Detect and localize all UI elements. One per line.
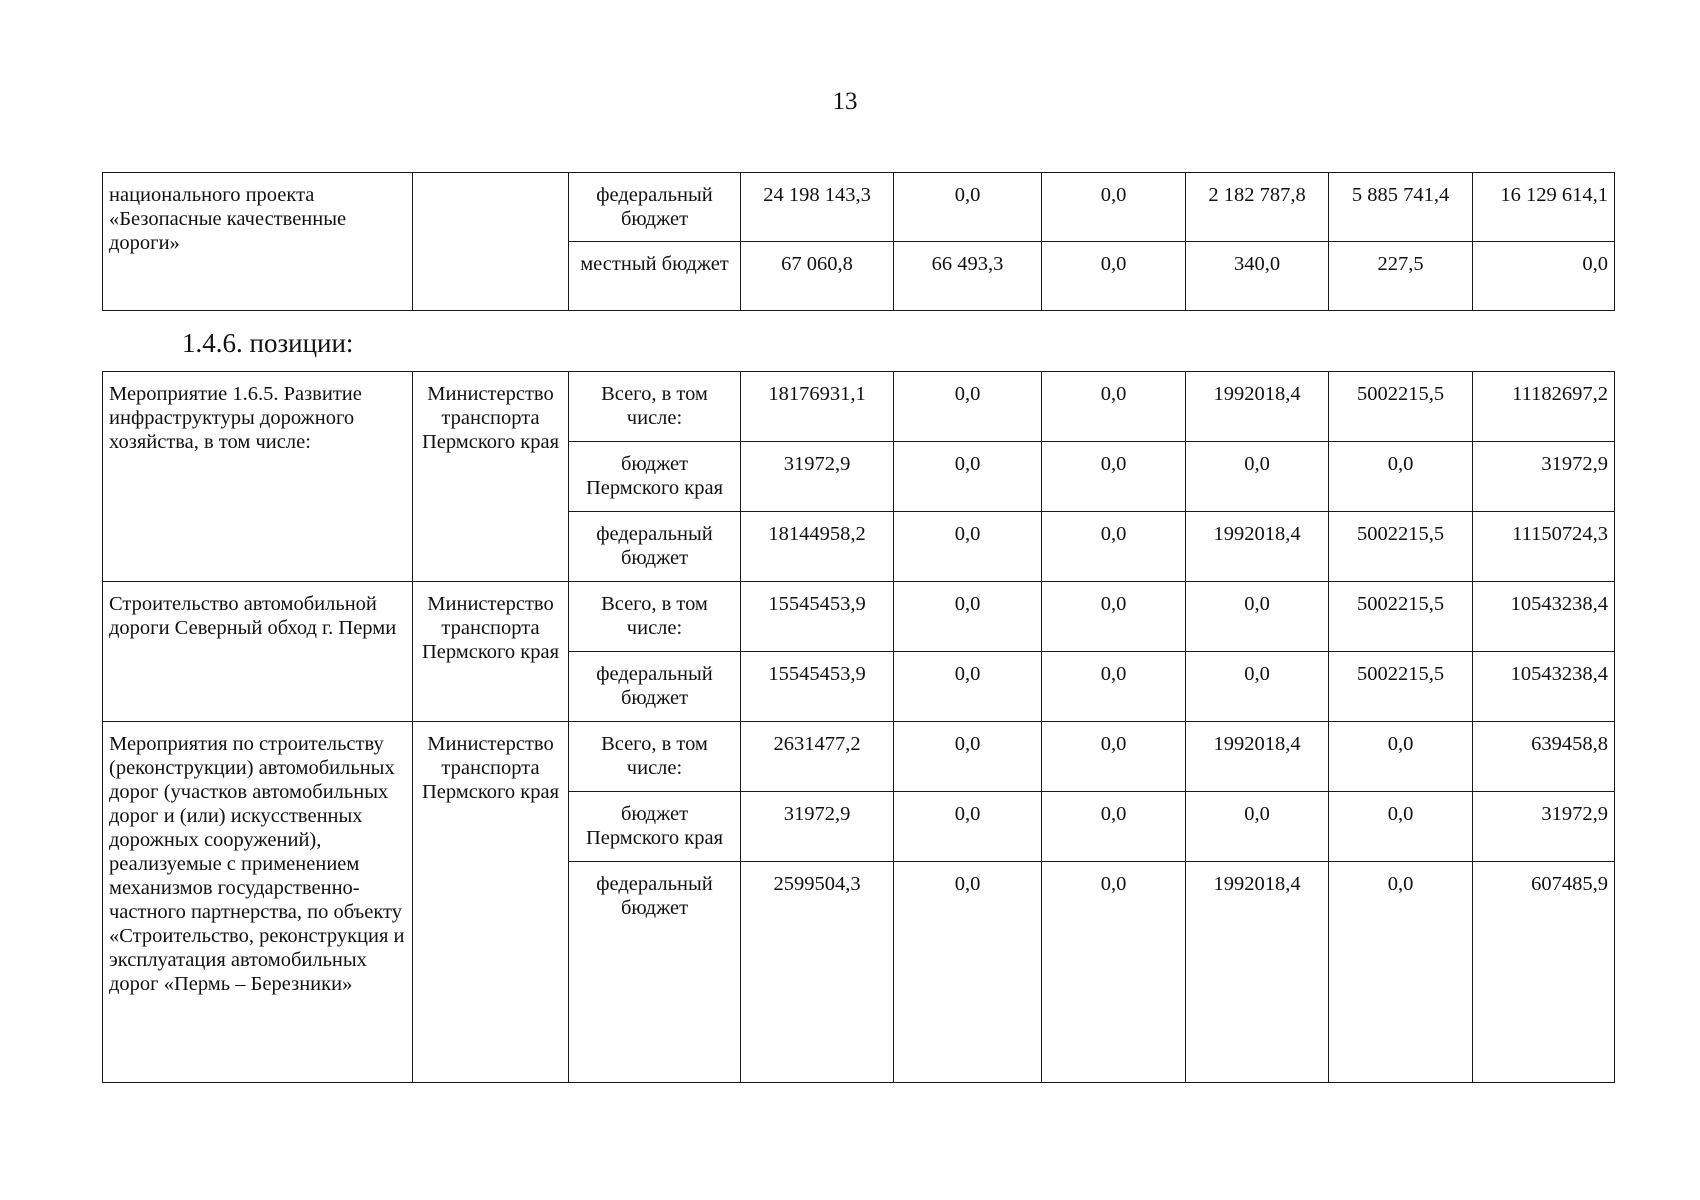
- executor-name: Министерство транспорта Пермского края: [413, 582, 569, 722]
- executor-name: Министерство транспорта Пермского края: [413, 372, 569, 582]
- amount-cell: 31972,9: [741, 792, 894, 862]
- amount-cell: 11150724,3: [1473, 512, 1615, 582]
- amount-cell: 2599504,3: [741, 862, 894, 1083]
- amount-cell: 15545453,9: [741, 582, 894, 652]
- funding-source: федеральный бюджет: [569, 512, 741, 582]
- amount-cell: 11182697,2: [1473, 372, 1615, 442]
- table-row: [103, 582, 1615, 652]
- amount-cell: 1992018,4: [1186, 722, 1329, 792]
- measure-name: национального проекта «Безопасные качественные дороги»: [103, 173, 413, 311]
- amount-cell: 340,0: [1186, 242, 1329, 311]
- executor-name: Министерство транспорта Пермского края: [413, 722, 569, 1083]
- amount-cell: 1992018,4: [1186, 512, 1329, 582]
- amount-cell: 5002215,5: [1329, 582, 1473, 652]
- amount-cell: 2 182 787,8: [1186, 173, 1329, 242]
- amount-cell: 16 129 614,1: [1473, 173, 1615, 242]
- amount-cell: 10543238,4: [1473, 652, 1615, 722]
- amount-cell: 0,0: [894, 792, 1042, 862]
- amount-cell: 0,0: [1329, 722, 1473, 792]
- amount-cell: 1992018,4: [1186, 862, 1329, 1083]
- amount-cell: 0,0: [894, 442, 1042, 512]
- amount-cell: 227,5: [1329, 242, 1473, 311]
- funding-source: местный бюджет: [569, 242, 741, 311]
- amount-cell: 0,0: [1042, 372, 1186, 442]
- amount-cell: 5 885 741,4: [1329, 173, 1473, 242]
- amount-cell: 24 198 143,3: [741, 173, 894, 242]
- amount-cell: 0,0: [894, 722, 1042, 792]
- amount-cell: 0,0: [1186, 582, 1329, 652]
- amount-cell: 0,0: [1473, 242, 1615, 311]
- funding-source: федеральный бюджет: [569, 173, 741, 242]
- funding-source: Всего, в том числе:: [569, 722, 741, 792]
- amount-cell: 0,0: [894, 862, 1042, 1083]
- table-row: [103, 372, 1615, 442]
- table-row: [103, 173, 1615, 242]
- page-number: 13: [832, 88, 858, 115]
- amount-cell: 0,0: [1042, 652, 1186, 722]
- measure-name: Мероприятия по строительству (реконструкции) автомобильных дорог (участков автомобильных дорог и (или) искусственных дорожных сооружений), реализуемые с применением механизмов государственно-частного партнерства, по объекту «Строительство, реконструкция и эксплуатация автомобильных дорог «Пермь – Березники»: [103, 722, 413, 1083]
- executor-name: [413, 173, 569, 311]
- measure-name: Строительство автомобильной дороги Северный обход г. Перми: [103, 582, 413, 722]
- amount-cell: 5002215,5: [1329, 372, 1473, 442]
- amount-cell: 0,0: [894, 512, 1042, 582]
- amount-cell: 31972,9: [1473, 442, 1615, 512]
- amount-cell: 0,0: [894, 372, 1042, 442]
- amount-cell: 5002215,5: [1329, 652, 1473, 722]
- amount-cell: 0,0: [1186, 652, 1329, 722]
- funding-source: Всего, в том числе:: [569, 372, 741, 442]
- amount-cell: 0,0: [1329, 442, 1473, 512]
- amount-cell: 67 060,8: [741, 242, 894, 311]
- amount-cell: 10543238,4: [1473, 582, 1615, 652]
- amount-cell: 2631477,2: [741, 722, 894, 792]
- amount-cell: 639458,8: [1473, 722, 1615, 792]
- amount-cell: 18176931,1: [741, 372, 894, 442]
- amount-cell: 5002215,5: [1329, 512, 1473, 582]
- funding-source: бюджет Пермского края: [569, 792, 741, 862]
- amount-cell: 18144958,2: [741, 512, 894, 582]
- amount-cell: 0,0: [1042, 722, 1186, 792]
- amount-cell: 0,0: [1329, 862, 1473, 1083]
- table-row: [103, 722, 1615, 792]
- section-heading: 1.4.6. позиции:: [182, 328, 354, 358]
- measure-name: Мероприятие 1.6.5. Развитие инфраструктуры дорожного хозяйства, в том числе:: [103, 372, 413, 582]
- amount-cell: 0,0: [1042, 862, 1186, 1083]
- amount-cell: 0,0: [894, 652, 1042, 722]
- amount-cell: 0,0: [1042, 173, 1186, 242]
- amount-cell: 1992018,4: [1186, 372, 1329, 442]
- amount-cell: 0,0: [1186, 792, 1329, 862]
- amount-cell: 0,0: [1042, 792, 1186, 862]
- amount-cell: 0,0: [1186, 442, 1329, 512]
- amount-cell: 0,0: [1042, 512, 1186, 582]
- amount-cell: 31972,9: [1473, 792, 1615, 862]
- continuation-table: [102, 172, 1615, 311]
- amount-cell: 66 493,3: [894, 242, 1042, 311]
- amount-cell: 0,0: [894, 173, 1042, 242]
- funding-source: федеральный бюджет: [569, 652, 741, 722]
- amount-cell: 0,0: [894, 582, 1042, 652]
- amount-cell: 0,0: [1329, 792, 1473, 862]
- amount-cell: 15545453,9: [741, 652, 894, 722]
- amount-cell: 0,0: [1042, 442, 1186, 512]
- amount-cell: 607485,9: [1473, 862, 1615, 1083]
- positions-table: [102, 371, 1615, 1083]
- funding-source: федеральный бюджет: [569, 862, 741, 1083]
- amount-cell: 31972,9: [741, 442, 894, 512]
- amount-cell: 0,0: [1042, 582, 1186, 652]
- funding-source: бюджет Пермского края: [569, 442, 741, 512]
- amount-cell: 0,0: [1042, 242, 1186, 311]
- funding-source: Всего, в том числе:: [569, 582, 741, 652]
